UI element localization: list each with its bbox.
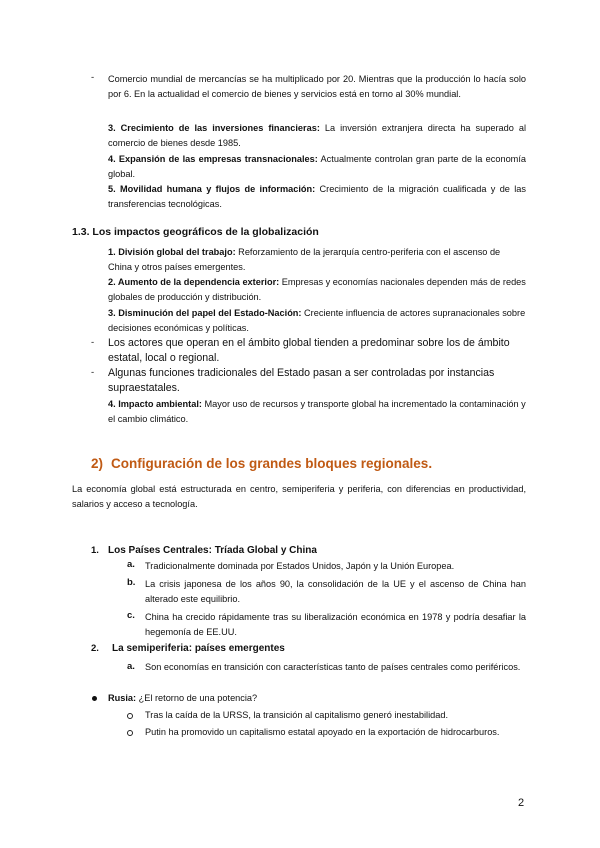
item-marker: a.: [127, 661, 135, 672]
list-item-title: 4. Expansión de las empresas transnacionales:: [108, 154, 318, 164]
page-number: 2: [518, 797, 525, 809]
impact-title: 2. Aumento de la dependencia exterior:: [108, 277, 280, 287]
russia-title: Rusia:: [108, 693, 137, 703]
impact-item-estado: [108, 306, 526, 336]
section-heading-2: [91, 456, 432, 471]
bullet-dot-icon: [92, 696, 97, 701]
section-intro: La economía global está estructurada en centro, semiperiferia y periferia, con diferencias en productividad, salarios y acceso a tecnología.: [72, 484, 526, 509]
item-marker: c.: [127, 610, 135, 621]
impact-item-division: [108, 245, 526, 275]
section-heading-1-3: 1.3. Los impactos geográficos de la globalización: [72, 226, 319, 238]
russia-text: ¿El retorno de una potencia?: [136, 693, 258, 703]
impact-text: Creciente influencia de actores supranacionales sobre decisiones económicas y políticas.: [108, 308, 526, 333]
dash-bullet: -: [91, 367, 95, 378]
item-marker: b.: [127, 577, 136, 588]
dash-bullet: -: [91, 72, 95, 83]
hollow-bullet-icon: [127, 730, 133, 736]
russia-item-1: Tras la caída de la URSS, la transición al capitalismo generó inestabilidad.: [145, 710, 449, 720]
hollow-bullet-icon: [127, 713, 133, 719]
russia-heading: [108, 691, 526, 706]
list-item-comercio: Comercio mundial de mercancías se ha multiplicado por 20. Mientras que la producción lo hacía solo por 6. En la actualidad el comercio de bienes y servicios está en torno al 30% mundial.: [108, 74, 526, 99]
impact-text: Mayor uso de recursos y transporte global ha incrementado la contaminación y el cambio climático.: [108, 399, 526, 424]
sub-number: 1.: [91, 545, 99, 556]
impact-text: Reforzamiento de la jerarquía centro-periferia con el ascenso de China y otros países emergentes.: [108, 247, 501, 272]
item-marker: a.: [127, 559, 135, 570]
list-item-movilidad: [108, 182, 526, 212]
sub-number: 2.: [91, 643, 99, 654]
sub-heading-paises-centrales: Los Países Centrales: Tríada Global y China: [108, 545, 317, 556]
list-item-text: La inversión extranjera directa ha superado al comercio de bienes desde 1985.: [108, 123, 527, 148]
list-item-title: 3. Crecimiento de las inversiones financieras:: [108, 123, 320, 133]
section-title: Configuración de los grandes bloques regionales.: [111, 456, 433, 471]
bullet-funciones: Algunas funciones tradicionales del Estado pasan a ser controladas por instancias supraestatales.: [108, 367, 495, 394]
impact-item-ambiental: [108, 397, 526, 427]
list-item-text: Crecimiento de la migración cualificada y de las transferencias tecnológicas.: [108, 184, 526, 209]
section-number: 2): [91, 456, 104, 471]
impact-title: 3. Disminución del papel del Estado-Nación:: [108, 308, 302, 318]
russia-item-2: Putin ha promovido un capitalismo estatal apoyado en la exportación de hidrocarburos.: [145, 727, 500, 737]
sub2-item-a: Son economías en transición con características tanto de países centrales como periféricos.: [145, 662, 521, 672]
impact-text: Empresas y economías nacionales dependen más de redes globales de producción y distribución.: [108, 277, 526, 302]
sub1-item-b: La crisis japonesa de los años 90, la consolidación de la UE y el ascenso de China han alterado este equilibrio.: [145, 579, 526, 604]
sub1-item-a: Tradicionalmente dominada por Estados Unidos, Japón y la Unión Europea.: [145, 561, 455, 571]
impact-item-dependencia: [108, 275, 526, 305]
bullet-actores: Los actores que operan en el ámbito global tienden a predominar sobre los de ámbito estatal, local o regional.: [108, 337, 510, 364]
sub-heading-semiperiferia: La semiperiferia: países emergentes: [112, 643, 285, 654]
list-item-transnacionales: [108, 152, 526, 182]
list-item-title: 5. Movilidad humana y flujos de información:: [108, 184, 316, 194]
impact-title: 1. División global del trabajo:: [108, 247, 236, 257]
sub1-item-c: China ha crecido rápidamente tras su liberalización económica en 1978 y podría desafiar la hegemonía de EE.UU.: [145, 612, 526, 637]
list-item-inversiones: [108, 121, 526, 151]
list-item-text: Actualmente controlan gran parte de la economía global.: [108, 154, 526, 179]
dash-bullet: -: [91, 337, 95, 348]
impact-title: 4. Impacto ambiental:: [108, 399, 202, 409]
